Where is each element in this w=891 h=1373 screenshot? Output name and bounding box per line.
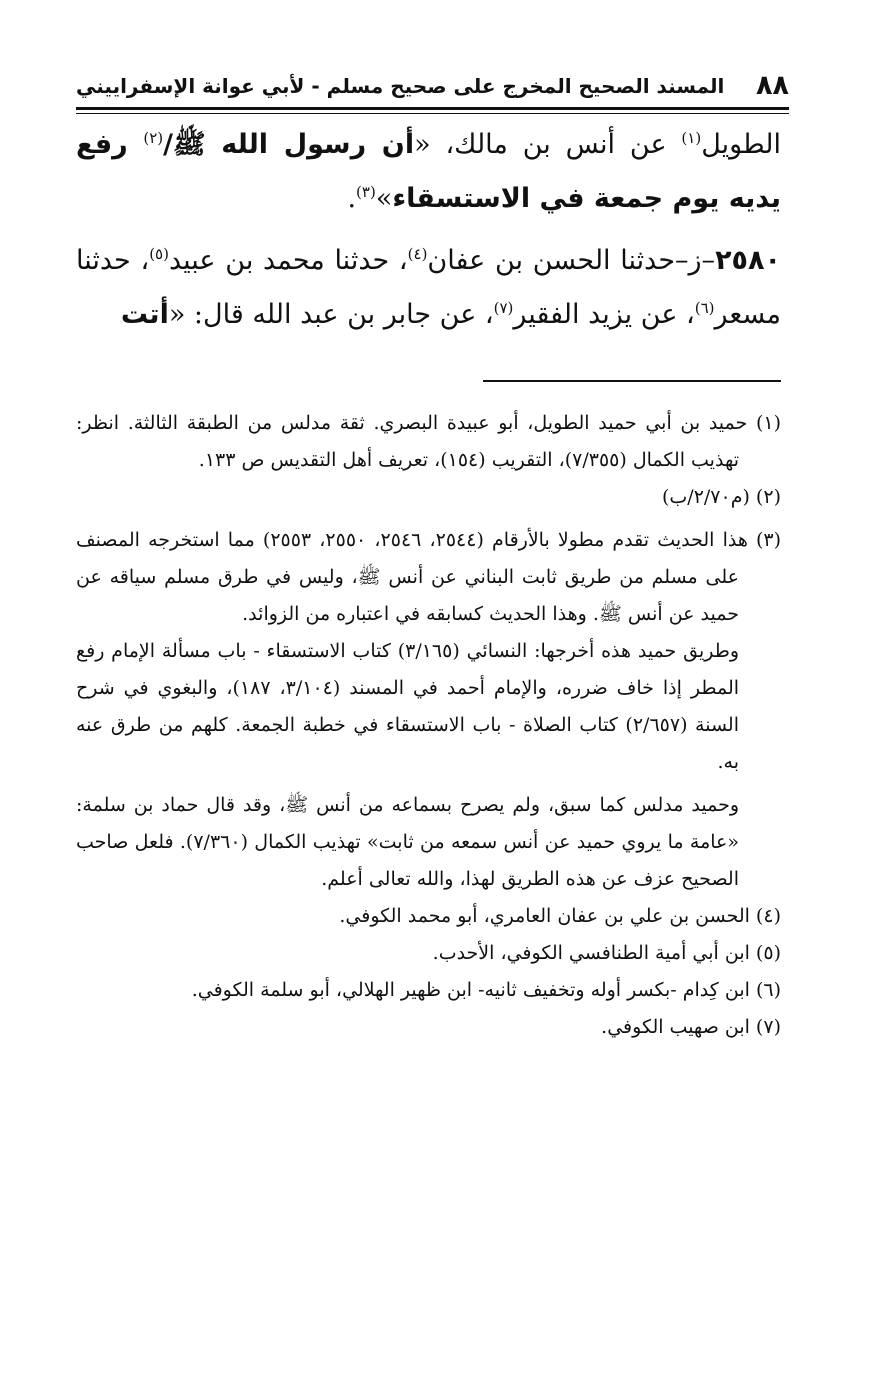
text-run: ، حدثنا محمد بن عبيد [168, 245, 408, 276]
bold-hadith-text: رفع يديه يوم جمعة في الاستسقاء [76, 129, 781, 214]
footnote-7: (٧) ابن صهيب الكوفي. [601, 1016, 781, 1038]
footnotes [76, 405, 781, 1046]
footnote-ref-1: (١) [681, 129, 702, 147]
page-header [76, 64, 789, 104]
text-run: ، عن يزيد الفقير [513, 299, 695, 330]
bold-hadith-text: أتت [120, 299, 169, 330]
footnote-2: (٢) (م٢/٧٠/ب) [661, 486, 781, 508]
footnote-5: (٥) ابن أبي أمية الطنافسي الكوفي، الأحدب. [432, 942, 781, 964]
footnote-separator [483, 380, 781, 382]
footnote-ref-4: (٤) [407, 245, 428, 263]
footnote-1: (١) حميد بن أبي حميد الطويل، أبو عبيدة البصري. ثقة مدلس من الطبقة الثالثة. انظر: تهذيب الكمال (٧/٣٥٥)، التقريب (١٥٤)، تعريف أهل التقديس ص ١٣٣. [76, 412, 781, 471]
text-run: ، عن جابر بن عبد الله قال: « [168, 299, 494, 330]
main-paragraph-1 [76, 118, 781, 226]
main-text [76, 118, 781, 342]
footnote-3-continued: وحميد مدلس كما سبق، ولم يصرح بسماعه من أنس ﷺ، وقد قال حماد بن سلمة: «عامة ما يروي حميد عن أنس سمعه من ثابت» تهذيب الكمال (٧/٣٦٠). فلعل صاحب الصحيح عزف عن هذه الطريق لهذا، والله تعالى أعلم. [76, 794, 739, 890]
main-paragraph-2 [76, 234, 781, 342]
hadith-number: ٢٥٨٠ [715, 245, 781, 276]
footnote-4: (٤) الحسن بن علي بن عفان العامري، أبو محمد الكوفي. [339, 905, 781, 927]
footnote-6: (٦) ابن كِدام -بكسر أوله وتخفيف ثانيه- ابن ظهير الهلالي، أبو سلمة الكوفي. [191, 979, 781, 1001]
text-run: ، حدثنا مسعر [76, 245, 781, 330]
footnote-3: (٣) هذا الحديث تقدم مطولا بالأرقام (٢٥٤٤، ٢٥٤٦، ٢٥٥٠، ٢٥٥٣) مما استخرجه المصنف على مسلم من طريق ثابت البناني عن أنس ﷺ، وليس في طرق مسلم سياقه عن حميد عن أنس ﷺ. وهذا الحديث كسابقه في اعتباره من الزوائد. [76, 529, 782, 625]
bold-hadith-text: أن رسول الله ﷺ/ [163, 129, 415, 160]
text-run: . [347, 183, 357, 214]
footnote-3-continued: وطريق حميد هذه أخرجها: النسائي (٣/١٦٥) كتاب الاستسقاء - باب مسألة الإمام رفع المطر إذا خاف ضرره، والإمام أحمد في المسند (٣/١٠٤، ١٨٧)، والبغوي في شرح السنة (٢/٦٥٧) كتاب الصلاة - باب الاستسقاء في خطبة الجمعة. كلهم من طرق عنه به. [76, 640, 740, 773]
header-rule-thin [76, 113, 789, 114]
footnote-ref-3: (٣) [356, 183, 376, 201]
text-run: » [375, 183, 393, 214]
text-run: الطويل [701, 129, 781, 160]
footnote-ref-7: (٧) [493, 299, 514, 317]
running-title: المسند الصحيح المخرج على صحيح مسلم - لأبي عوانة الإسفراييني [76, 74, 725, 98]
text-run: –ز–حدثنا الحسن بن عفان [427, 245, 716, 276]
page-number: ٨٨ [756, 70, 789, 101]
footnote-ref-6: (٦) [694, 299, 715, 317]
header-rule-thick [76, 107, 789, 110]
footnote-ref-2: (٢) [143, 129, 164, 147]
footnote-ref-5: (٥) [149, 245, 169, 263]
text-run: عن أنس بن مالك، « [414, 129, 682, 160]
